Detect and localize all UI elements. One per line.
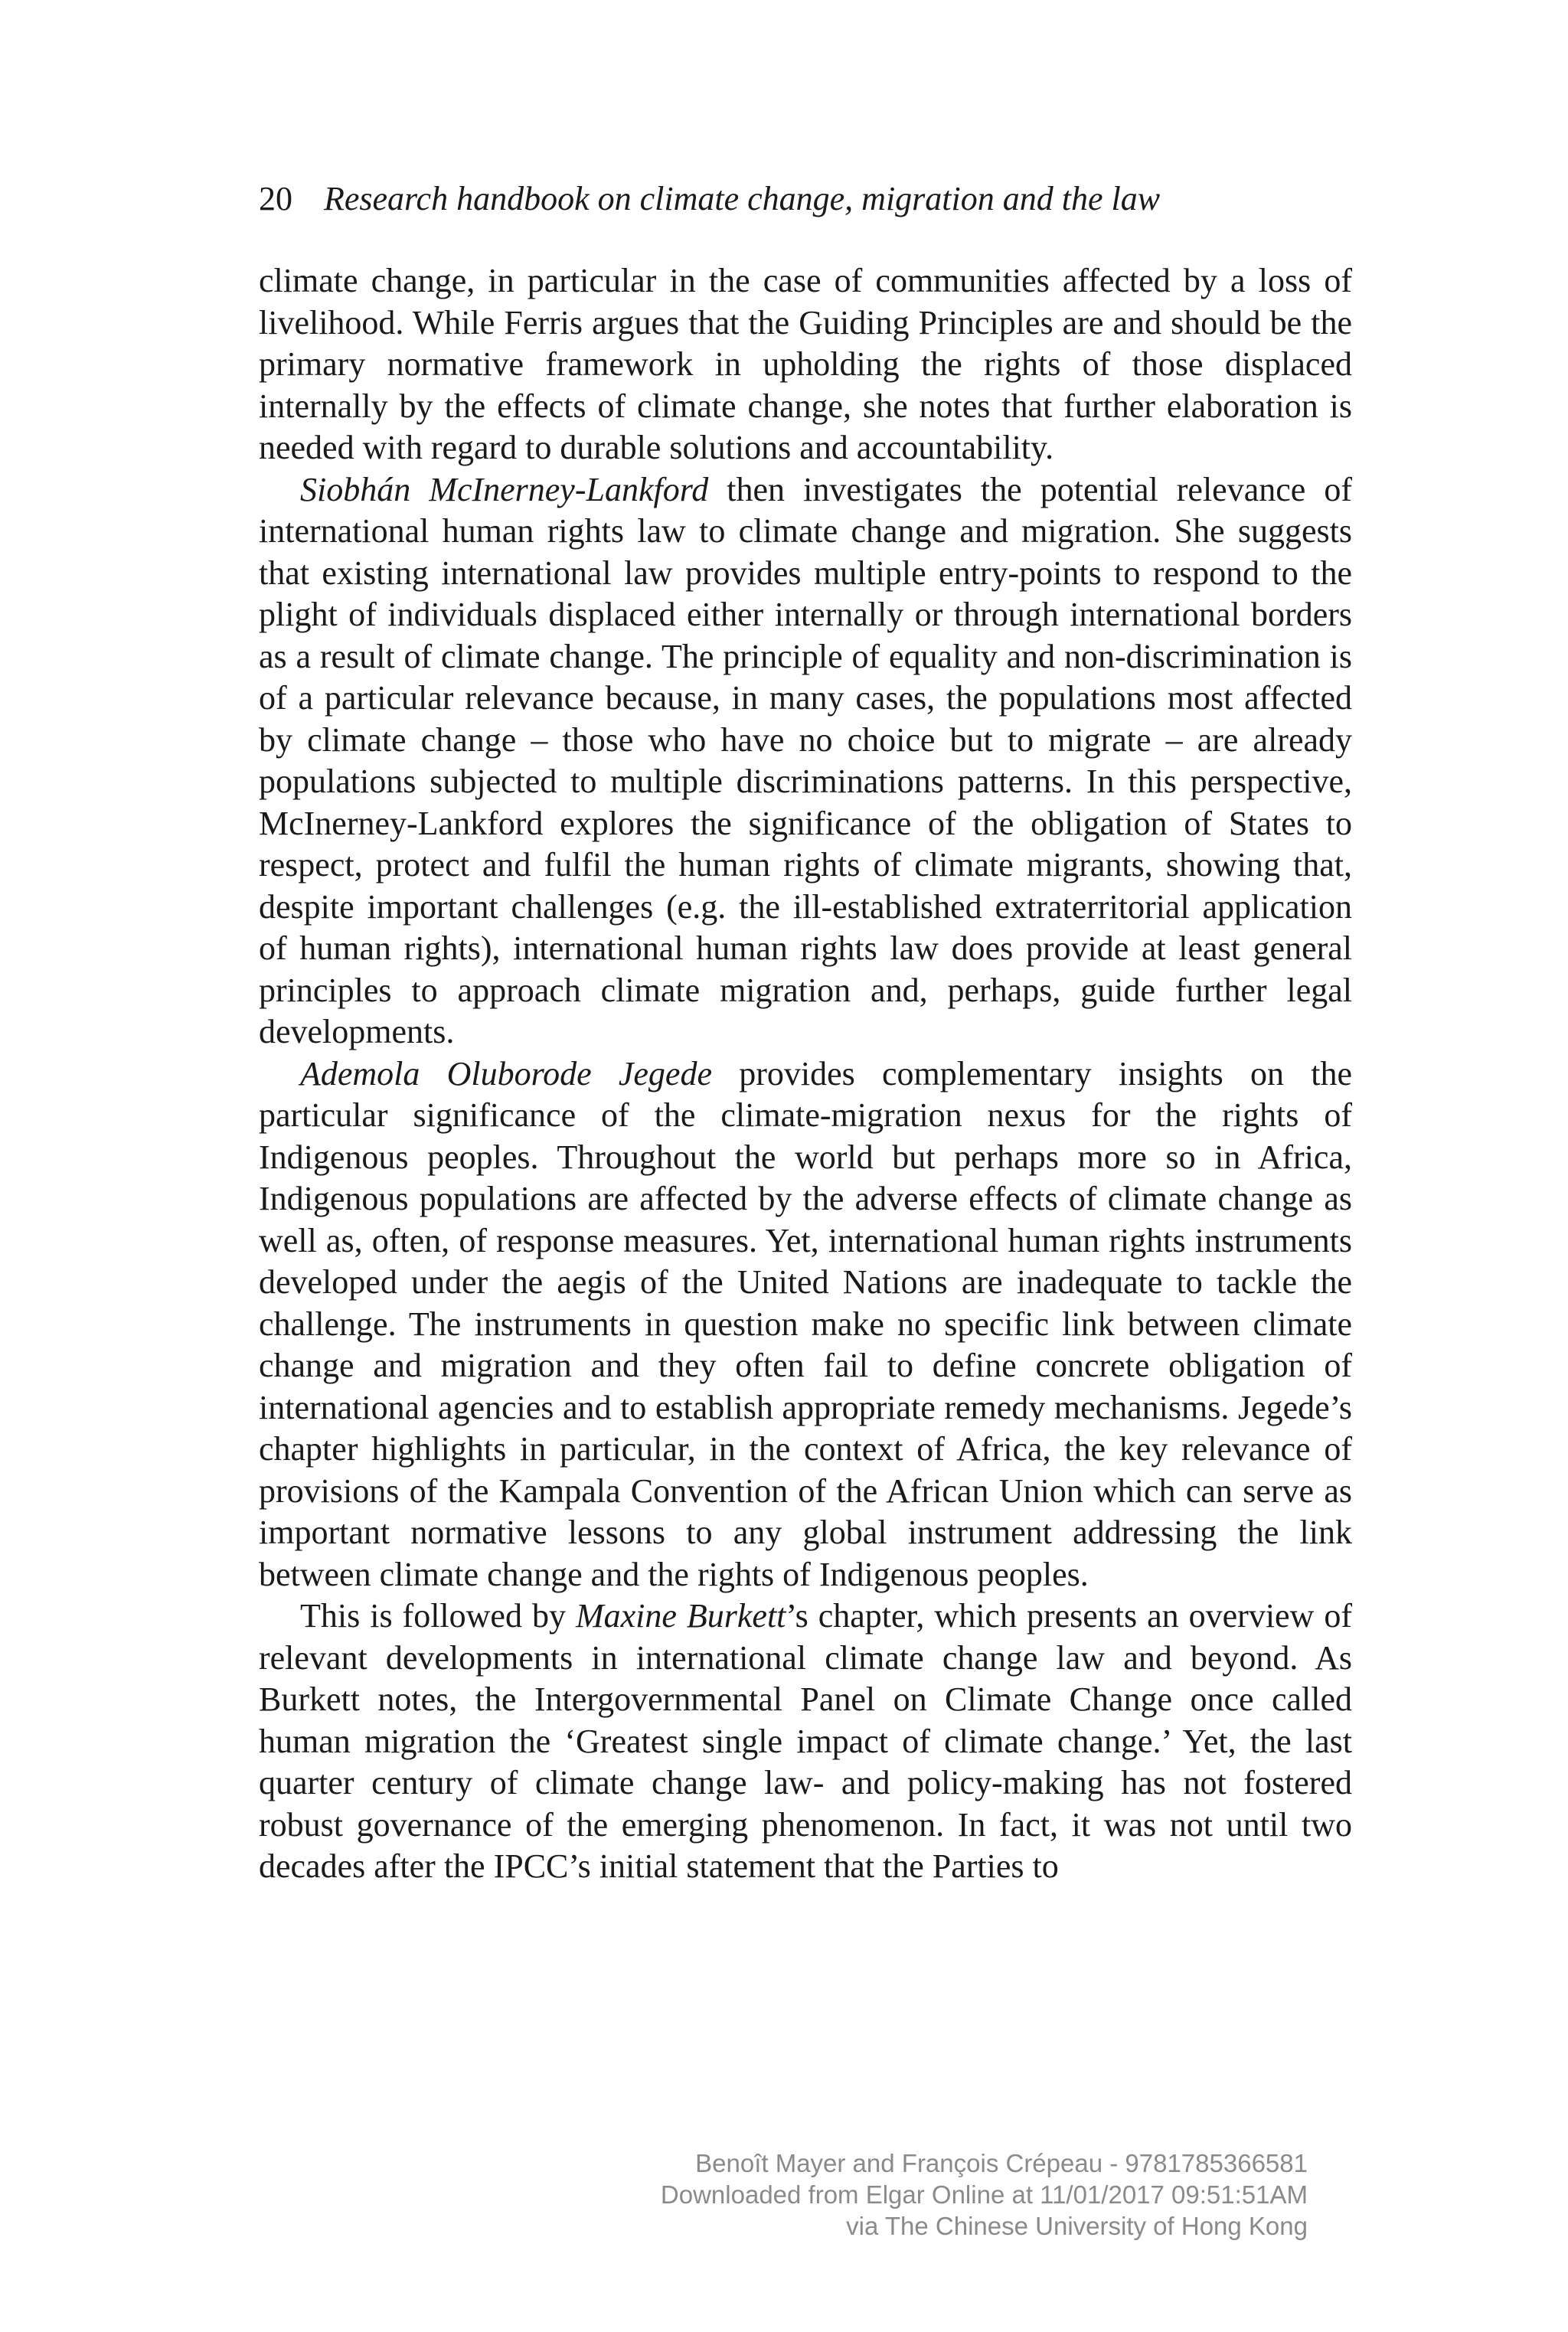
- author-name: Maxine Burkett: [575, 1597, 786, 1635]
- watermark-line-1: Benoît Mayer and François Crépeau - 9781785366581: [695, 2149, 1308, 2177]
- watermark-line-3: via The Chinese University of Hong Kong: [846, 2212, 1308, 2240]
- running-title: Research handbook on climate change, migration and the law: [324, 180, 1161, 217]
- paragraph-text: then investigates the potential relevance of international human rights law to climate change and migration. She suggests that existing international law provides multiple entry-points to respond to the plight of individuals displaced either internally or through international borders as a result of climate change. The principle of equality and non-discrimination is of a particular relevance because, in many cases, the populations most affected by climate change – those who have no choice but to migrate – are already populations subjected to multiple discriminations patterns. In this perspective, McInerney-Lankford explores the significance of the obligation of States to respect, protect and fulfil the human rights of climate migrants, showing that, despite important challenges (e.g. the ill-established extraterritorial application of human rights), international human rights law does provide at least general principles to approach climate migration and, perhaps, guide further legal developments.: [259, 470, 1353, 1050]
- paragraph-3: [259, 1053, 1352, 1596]
- author-name: Siobhán McInerney-Lankford: [300, 470, 709, 508]
- paragraph-lead: This is followed by: [300, 1597, 576, 1635]
- paragraph-text: provides complementary insights on the particular significance of the climate-migration nexus for the rights of Indigenous peoples. Throughout the world but perhaps more so in Africa, Indigenous populations are affected by the adverse effects of climate change as well as, often, of response measures. Yet, international human rights instruments developed under the aegis of the United Nations are inadequate to tackle the challenge. The instruments in question make no specific link between climate change and migration and they often fail to define concrete obligation of international agencies and to establish appropriate remedy mechanisms. Jegede’s chapter highlights in particular, in the context of Africa, the key relevance of provisions of the Kampala Convention of the African Union which can serve as important normative lessons to any global instrument addressing the link between climate change and the rights of Indigenous peoples.: [259, 1054, 1352, 1593]
- body-text: [259, 260, 1352, 1888]
- paragraph-text: ’s chapter, which presents an overview of relevant developments in international climate change law and beyond. As Burkett notes, the Intergovernmental Panel on Climate Change once called human migration the ‘Greatest single impact of climate change.’ Yet, the last quarter century of climate change law- and policy-making has not fostered robust governance of the emerging phenomenon. In fact, it was not until two decades after the IPCC’s initial statement that the Parties to: [259, 1597, 1352, 1885]
- paragraph-1: [259, 260, 1352, 469]
- page-header: [259, 178, 1160, 220]
- paragraph-text: climate change, in particular in the case of communities affected by a loss of livelihood. While Ferris argues that the Guiding Principles are and should be the primary normative framework in upholding the rights of those displaced internally by the effects of climate change, she notes that further elaboration is needed with regard to durable solutions and accountability.: [259, 262, 1352, 466]
- author-name: Ademola Oluborode Jegede: [300, 1054, 712, 1093]
- paragraph-4: [259, 1595, 1352, 1888]
- page-number: 20: [259, 180, 292, 217]
- watermark-line-2: Downloaded from Elgar Online at 11/01/2017 09:51:51AM: [660, 2180, 1308, 2209]
- paragraph-2: [259, 469, 1352, 1053]
- download-watermark: [466, 2147, 1308, 2242]
